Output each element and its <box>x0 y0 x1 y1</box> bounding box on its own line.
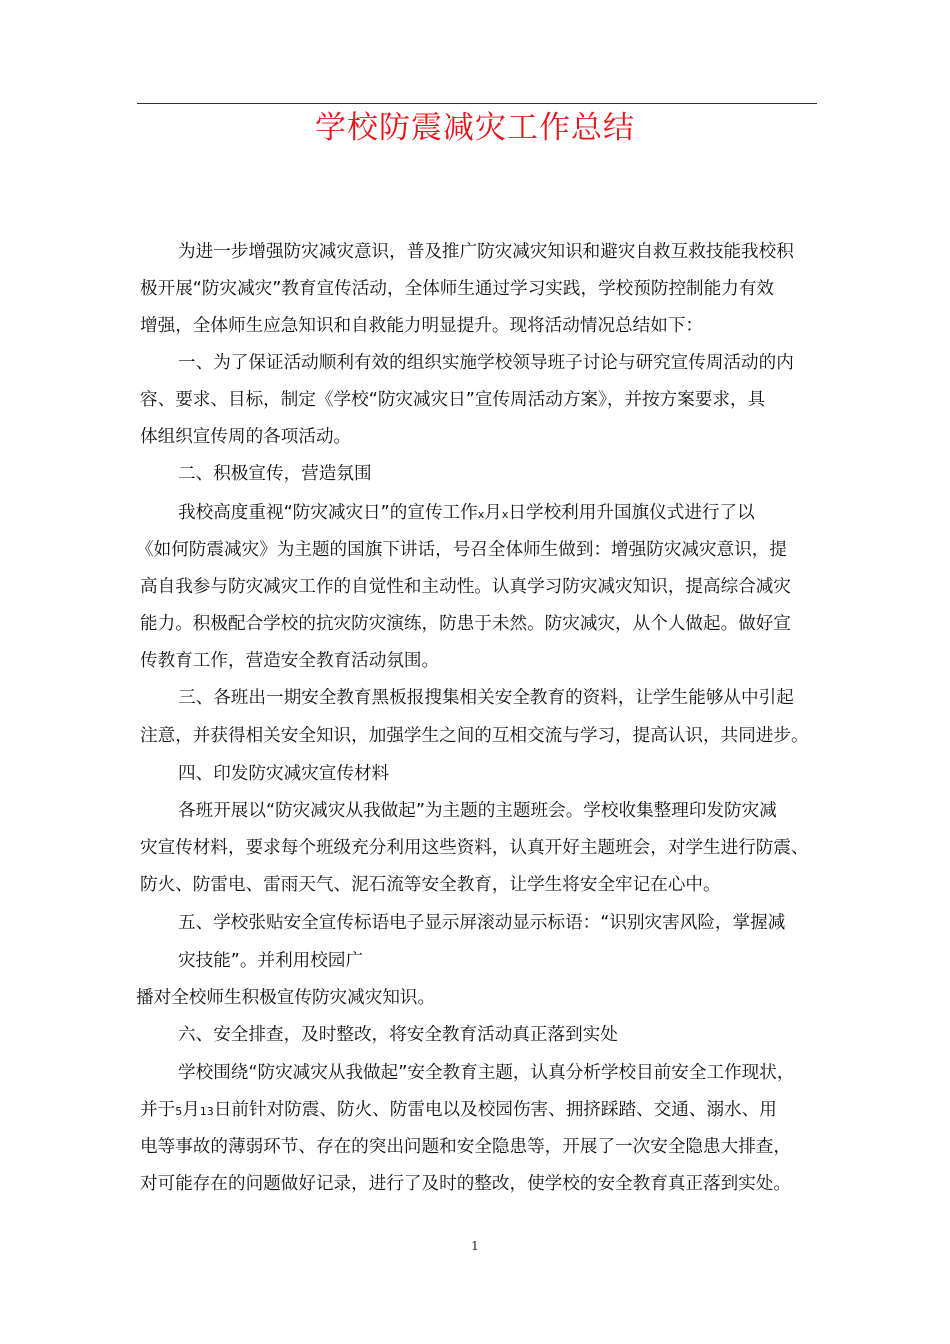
body-line: 对可能存在的问题做好记录，进行了及时的整改，使学校的安全教育真正落到实处。 <box>140 1174 791 1194</box>
page-number: 1 <box>471 1239 479 1253</box>
body-line: 灾技能”。并利用校园广 <box>178 951 364 971</box>
body-line: 播对全校师生积极宣传防灾减灾知识。 <box>136 988 436 1008</box>
body-line: 防火、防雷电、雷雨天气、泥石流等安全教育，让学生将安全牢记在心中。 <box>140 875 721 895</box>
body-line: 各班开展以“防灾减灾从我做起”为主题的主题班会。学校收集整理印发防灾减 <box>178 801 777 821</box>
body-text: 日学校利用升国旗仪式进行了以 <box>508 503 755 523</box>
body-line: 灾宣传材料，要求每个班级充分利用这些资料，认真开好主题班会，对学生进行防震、 <box>140 838 809 858</box>
date-value: x <box>501 508 509 521</box>
section-heading: 六、安全排查，及时整改，将安全教育活动真正落到实处 <box>178 1025 618 1045</box>
body-text: 月 <box>484 503 502 523</box>
body-line: 电等事故的薄弱环节、存在的突出问题和安全隐患等，开展了一次安全隐患大排查， <box>140 1137 791 1157</box>
body-line: 增强，全体师生应急知识和自救能力明显提升。现将活动情况总结如下： <box>140 316 704 336</box>
body-line: 传教育工作，营造安全教育活动氛围。 <box>140 651 440 671</box>
body-line: 学校围绕“防灾减灾从我做起”安全教育主题，认真分析学校目前安全工作现状， <box>178 1063 795 1083</box>
body-line: 为进一步增强防灾减灾意识，普及推广防灾减灾知识和避灾自救互救技能我校积 <box>178 242 794 262</box>
body-line: 一、为了保证活动顺利有效的组织实施学校领导班子讨论与研究宣传周活动的内 <box>178 353 794 373</box>
body-line: 体组织宣传周的各项活动。 <box>140 427 352 447</box>
body-text: 月 <box>182 1100 200 1120</box>
body-line: 五、学校张贴安全宣传标语电子显示屏滚动显示标语：“识别灾害风险，掌握减 <box>178 913 786 933</box>
body-line: 能力。积极配合学校的抗灾防灾演练，防患于未然。防灾减灾，从个人做起。做好宣 <box>140 614 791 634</box>
body-text: 我校高度重视“防灾减灾日”的宣传工作 <box>178 503 478 523</box>
body-text: 日前针对防震、防火、防雷电以及校园伤害、拥挤踩踏、交通、溺水、用 <box>213 1100 777 1120</box>
section-heading: 四、印发防灾减灾宣传材料 <box>178 764 390 784</box>
body-line <box>178 499 755 527</box>
body-line: 高自我参与防灾减灾工作的自觉性和主动性。认真学习防灾减灾知识，提高综合减灾 <box>140 577 791 597</box>
body-line: 注意，并获得相关安全知识，加强学生之间的互相交流与学习，提高认识，共同进步。 <box>140 726 809 746</box>
body-text: 并于 <box>140 1100 176 1120</box>
section-heading: 二、积极宣传，营造氛围 <box>178 464 372 484</box>
header-rule <box>137 103 817 104</box>
body-line: 极开展“防灾减灾”教育宣传活动，全体师生通过学习实践，学校预防控制能力有效 <box>140 279 775 299</box>
body-line: 三、各班出一期安全教育黑板报搜集相关安全教育的资料，让学生能够从中引起 <box>178 688 794 708</box>
body-line <box>140 1096 777 1124</box>
date-value: x <box>477 508 485 521</box>
date-value: 5 <box>175 1105 183 1118</box>
body-line: 《如何防震减灾》为主题的国旗下讲话，号召全体师生做到：增强防灾减灾意识，提 <box>136 540 787 560</box>
date-value: 13 <box>199 1105 214 1118</box>
document-title: 学校防震减灾工作总结 <box>315 110 635 146</box>
body-line: 容、要求、目标，制定《学校“防灾减灾日”宣传周活动方案》，并按方案要求，具 <box>140 390 766 410</box>
